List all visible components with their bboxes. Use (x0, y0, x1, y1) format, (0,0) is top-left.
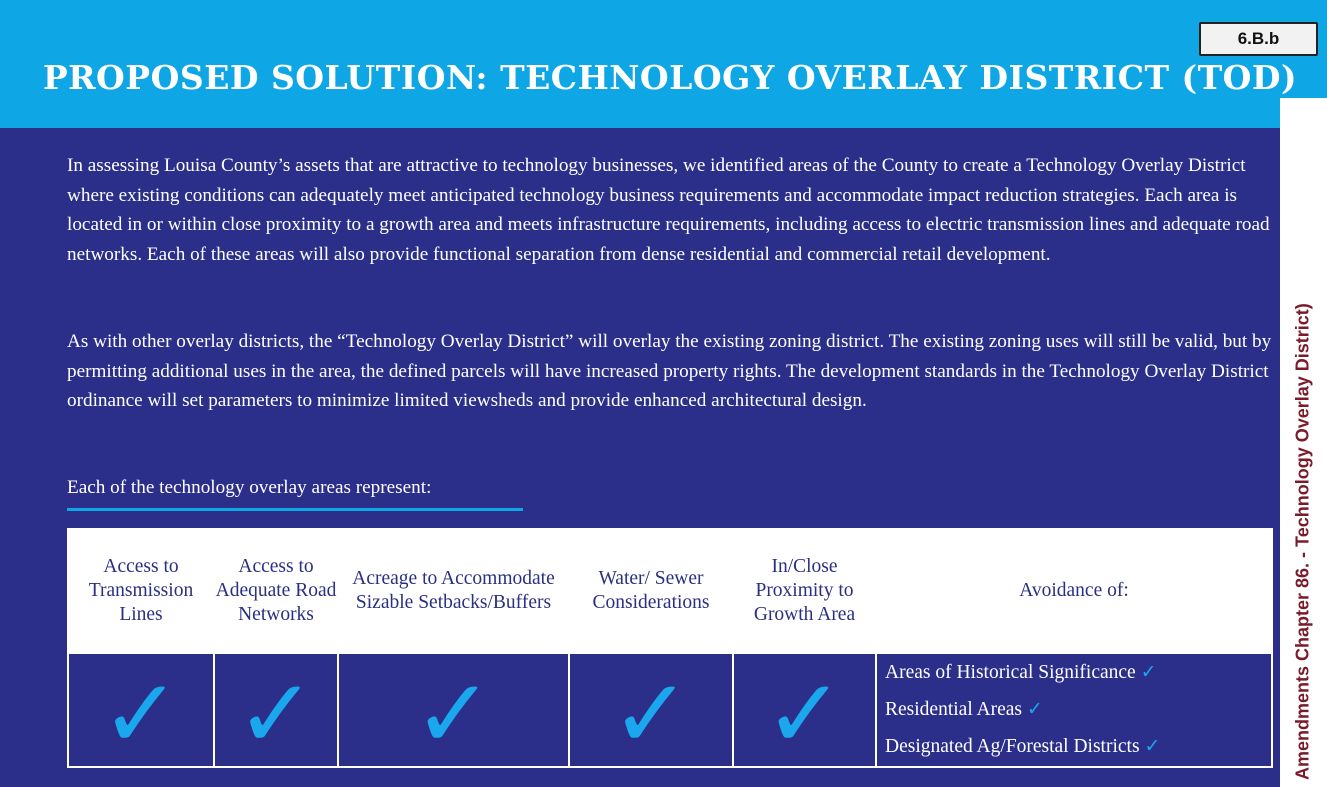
list-item: Designated Ag/Forestal Districts ✓ (885, 735, 1161, 757)
cell-growth-area (733, 653, 876, 770)
header-water-sewer: Water/ Sewer Considerations (569, 529, 733, 653)
subheading-underline (67, 508, 523, 511)
cell-road-networks (214, 653, 338, 770)
page-title: PROPOSED SOLUTION: TECHNOLOGY OVERLAY DISTRICT (TOD) (42, 58, 1298, 97)
header-avoidance: Avoidance of: (876, 529, 1272, 653)
header-road-networks: Access to Adequate Road Networks (214, 529, 338, 653)
cell-avoidance (876, 653, 1272, 767)
header-growth-area: In/Close Proximity to Growth Area (733, 529, 876, 653)
overlay-paragraph: As with other overlay districts, the “Technology Overlay District” will overlay the existing zoning district. The existing zoning uses will still be valid, but by permitting additional uses in the area, the defined parcels will have increased property rights. The development standards in the Technology Overlay District ordinance will set parameters to minimize limited viewsheds and provide enhanced architectural design. (67, 331, 1272, 411)
list-item: Areas of Historical Significance ✓ (885, 661, 1157, 683)
header-transmission: Access to Transmission Lines (68, 529, 214, 653)
areas-subheading: Each of the technology overlay areas represent: (67, 477, 432, 498)
table-header-row (68, 529, 1272, 653)
checkmark-icon: ✓ (764, 658, 845, 770)
check-icon: ✓ (1026, 698, 1043, 720)
checkmark-icon: ✓ (610, 658, 692, 770)
table-row (68, 653, 1272, 767)
checkmark-icon: ✓ (100, 658, 182, 770)
list-item: Residential Areas ✓ (885, 698, 1043, 720)
check-icon: ✓ (1140, 661, 1157, 683)
criteria-table (67, 528, 1273, 768)
cell-water-sewer (569, 653, 733, 770)
header-acreage: Acreage to Accommodate Sizable Setbacks/Buffers (338, 529, 569, 653)
cell-acreage (338, 653, 569, 770)
side-label: Amendments Chapter 86. - Technology Overlay District) (1292, 303, 1313, 780)
intro-paragraph: In assessing Louisa County’s assets that are attractive to technology businesses, we identified areas of the County to create a Technology Overlay District where existing conditions can adequately meet anticipated technology business requirements and accommodate impact reduction strategies. Each area is located in or within close proximity to a growth area and meets infrastructure requirements, including access to electric transmission lines and adequate road networks. Each of these areas will also provide functional separation from dense residential and commercial retail development. (67, 155, 1270, 265)
cell-transmission (68, 653, 214, 770)
checkmark-icon: ✓ (413, 658, 494, 770)
section-badge: 6.B.b (1199, 22, 1318, 56)
header-banner (0, 0, 1327, 128)
checkmark-icon: ✓ (235, 658, 317, 770)
check-icon: ✓ (1144, 735, 1161, 757)
